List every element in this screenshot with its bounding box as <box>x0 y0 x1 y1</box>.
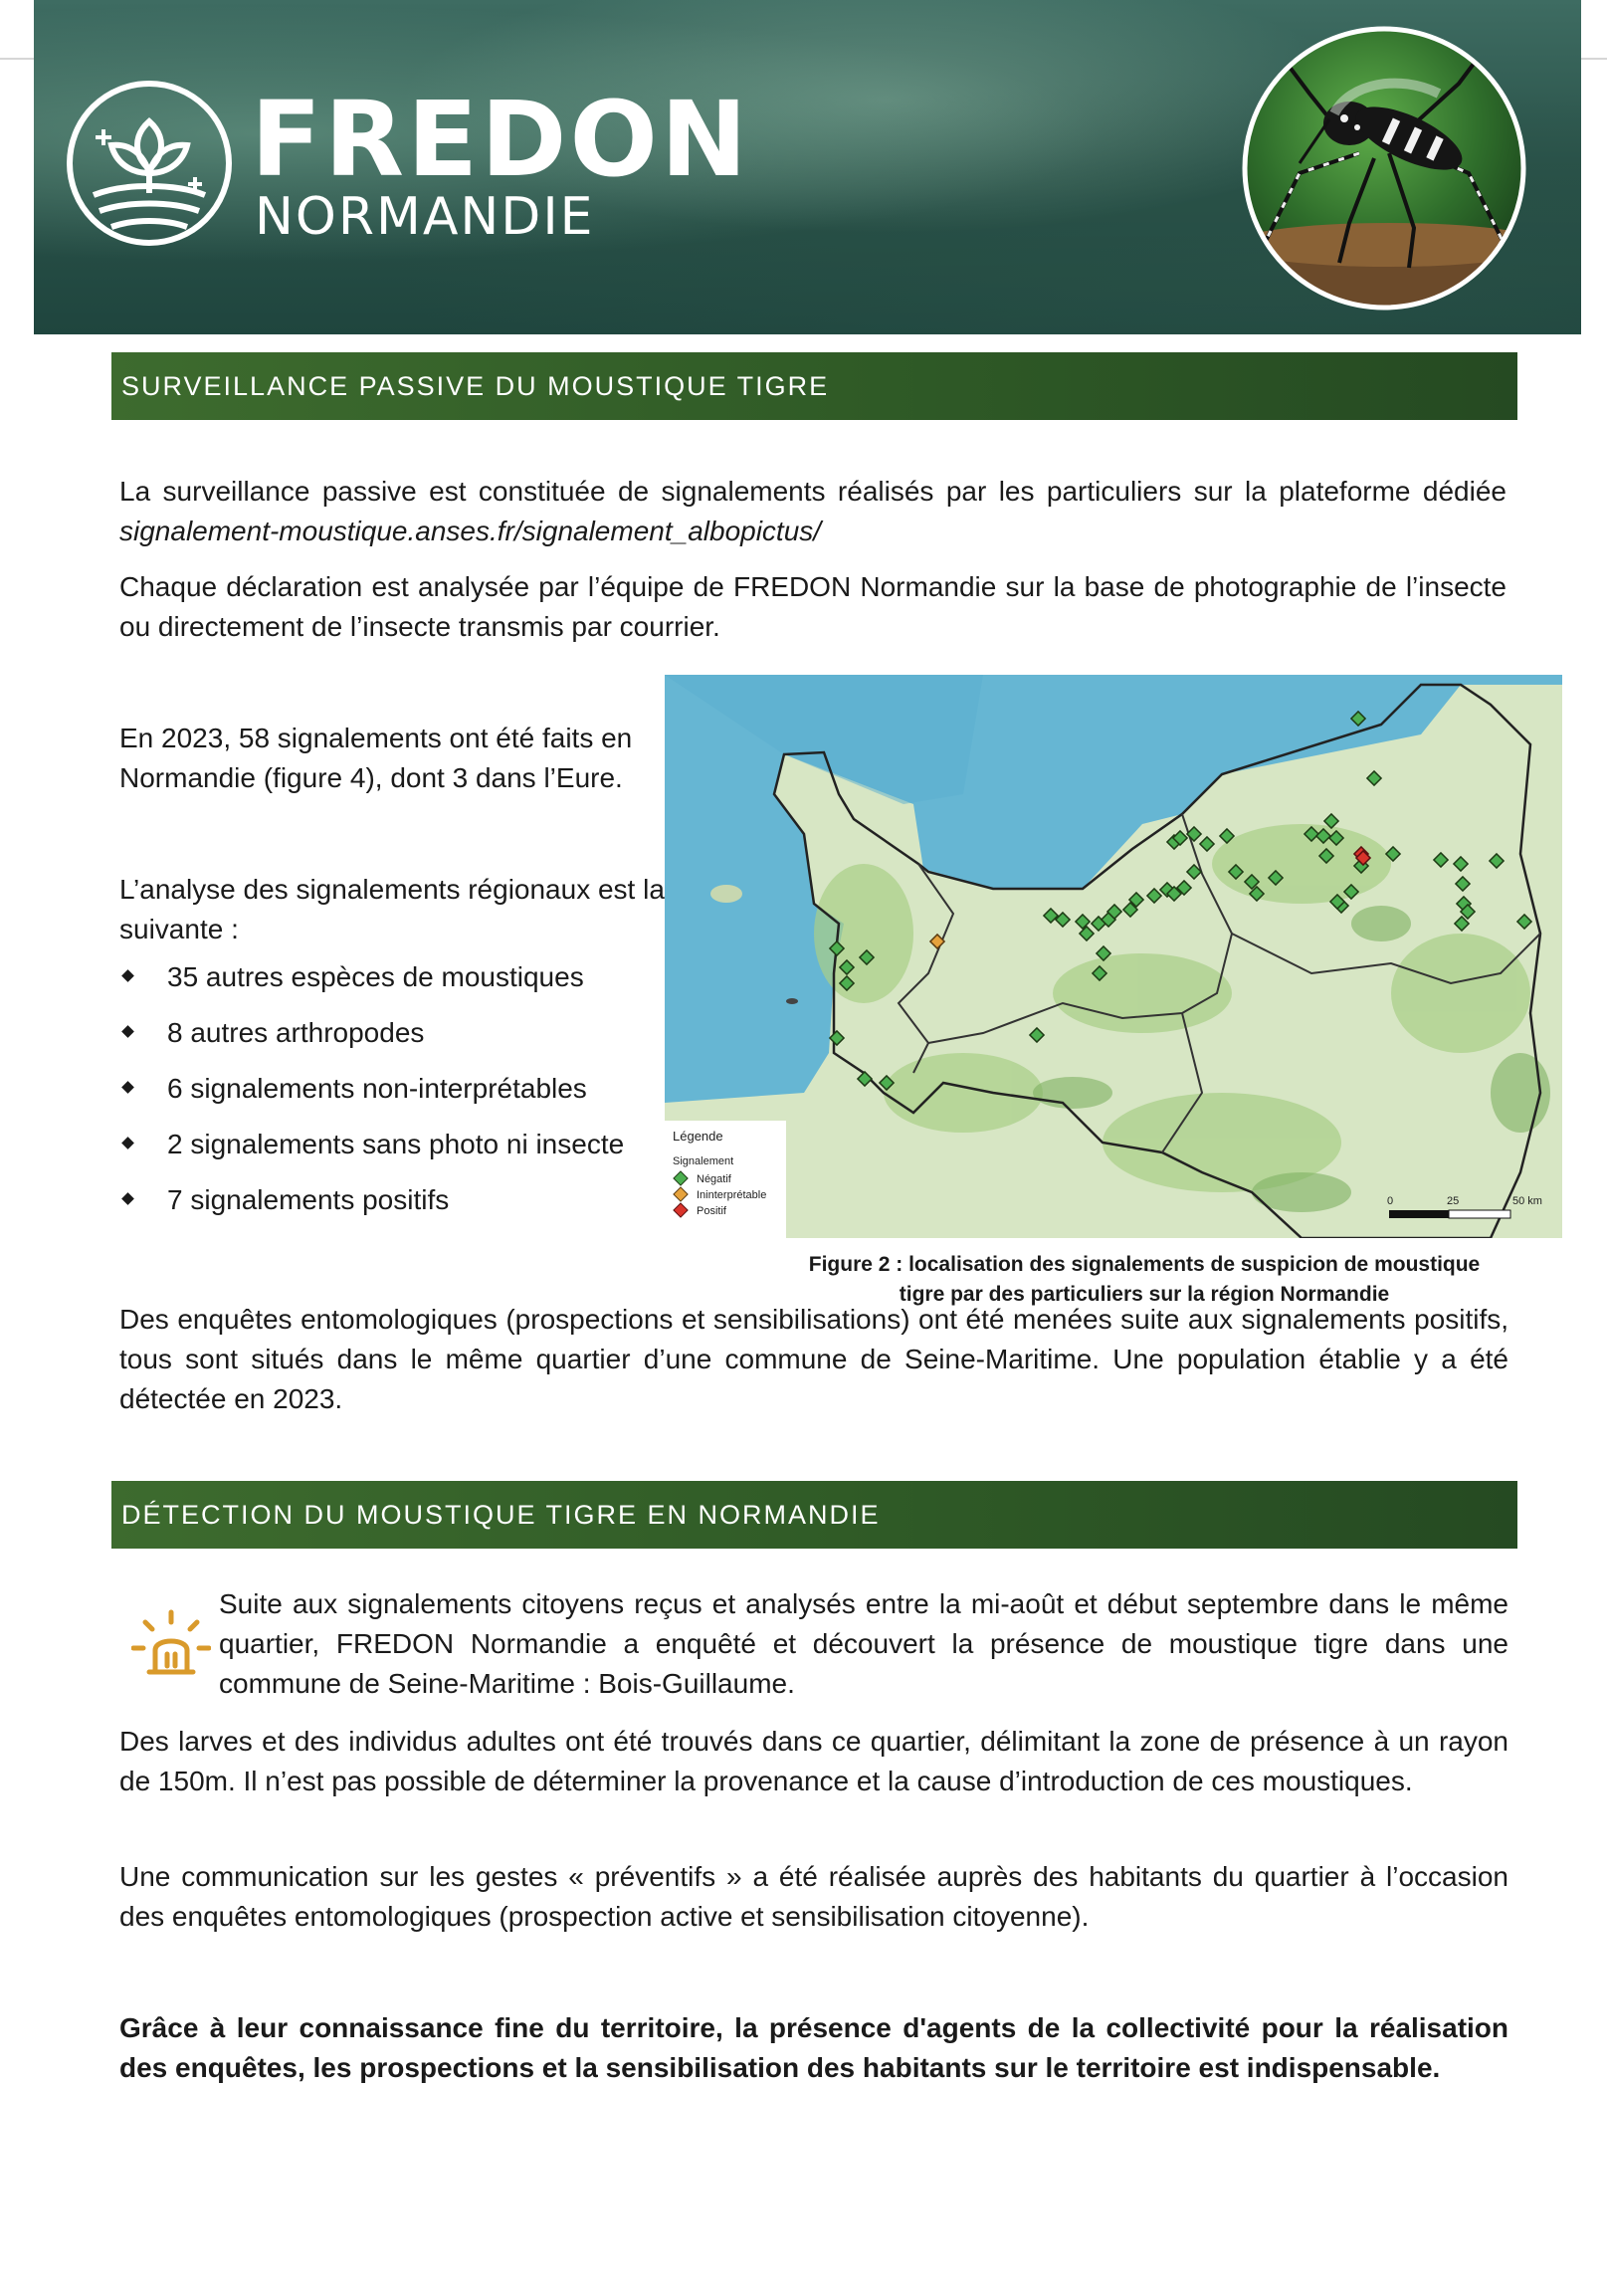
list-item: 6 signalements non-interprétables <box>119 1069 677 1125</box>
brand-region: NORMANDIE <box>255 187 595 247</box>
analysis-list <box>119 957 677 1236</box>
scale-bar-dark <box>1389 1210 1449 1218</box>
detection-paragraph-1: Suite aux signalements citoyens reçus et analysés entre la mi-août et début septembre dans le même quartier, FREDON Normandie a enquêté et découvert la présence de moustique tigre dans une commune de Seine-Maritime : Bois-Guillaume. <box>219 1588 1508 1699</box>
legend-positif: Positif <box>697 1205 726 1217</box>
tiger-mosquito-photo <box>1240 24 1528 313</box>
bullet-icon <box>121 969 134 982</box>
scale-label-0: 0 <box>1387 1195 1394 1207</box>
signalement-link[interactable]: signalement-moustique.anses.fr/signalement_albopictus/ <box>119 516 822 546</box>
analysis-paragraph: Chaque déclaration est analysée par l’équipe de FREDON Normandie sur la base de photographie de l’insecte ou directement de l’insecte transmis par courrier. <box>119 571 1507 642</box>
legend-subtitle: Signalement <box>673 1155 734 1167</box>
list-item: 35 autres espèces de moustiques <box>119 957 677 1013</box>
alarm-light-icon <box>131 1608 211 1688</box>
list-item: 2 signalements sans photo ni insecte <box>119 1125 677 1180</box>
intro-text: La surveillance passive est constituée de signalements réalisés par les particuliers sur la plateforme dédiée <box>119 476 1507 507</box>
list-intro: L’analyse des signalements régionaux est la suivante : <box>119 874 665 944</box>
leaf-plant-icon <box>64 78 235 249</box>
header-banner <box>34 0 1581 334</box>
caption-line-1: Figure 2 : localisation des signalements de suspicion de moustique <box>808 1253 1481 1276</box>
bullet-icon <box>121 1192 134 1205</box>
stats-paragraph: En 2023, 58 signalements ont été faits en Normandie (figure 4), dont 3 dans l’Eure. <box>119 723 633 793</box>
section-title-detection: DÉTECTION DU MOUSTIQUE TIGRE EN NORMANDIE <box>111 1481 1517 1549</box>
bullet-icon <box>121 1025 134 1038</box>
conclusion-paragraph: Grâce à leur connaissance fine du territoire, la présence d'agents de la collectivité pour la réalisation des enquêtes, les prospections et la sensibilisation des habitants sur le territoire est indispensable. <box>119 2012 1508 2083</box>
bullet-icon <box>121 1081 134 1094</box>
brand-name: FREDON <box>251 79 750 200</box>
detection-paragraph-2: Des larves et des individus adultes ont été trouvés dans ce quartier, délimitant la zone de présence à un rayon de 150m. Il n’est pas possible de déterminer la provenance et la cause d’introduction de ces moustiques. <box>119 1726 1508 1796</box>
intro-paragraph <box>119 472 1507 551</box>
scale-bar-light <box>1449 1210 1510 1218</box>
legend-negatif: Négatif <box>697 1173 731 1185</box>
scale-label-25: 25 <box>1447 1195 1460 1207</box>
caption-line-2: tigre par des particuliers sur la région Normandie <box>899 1283 1390 1306</box>
legend-ininterpretable: Ininterprétable <box>697 1189 767 1201</box>
bullet-icon <box>121 1137 134 1149</box>
scale-label-50: 50 km <box>1512 1195 1542 1207</box>
section-title-surveillance: SURVEILLANCE PASSIVE DU MOUSTIQUE TIGRE <box>111 352 1517 420</box>
normandy-map <box>665 675 1562 1238</box>
legend-title: Légende <box>673 1129 723 1144</box>
list-item: 7 signalements positifs <box>119 1180 677 1236</box>
detection-paragraph-3: Une communication sur les gestes « préventifs » a été réalisée auprès des habitants du quartier à l’occasion des enquêtes entomologiques (prospection active et sensibilisation citoyenne). <box>119 1861 1508 1932</box>
survey-paragraph: Des enquêtes entomologiques (prospections et sensibilisations) ont été menées suite aux signalements positifs, tous sont situés dans le même quartier d’une commune de Seine-Maritime. Une population établie y a été détectée en 2023. <box>119 1304 1508 1414</box>
list-item: 8 autres arthropodes <box>119 1013 677 1069</box>
